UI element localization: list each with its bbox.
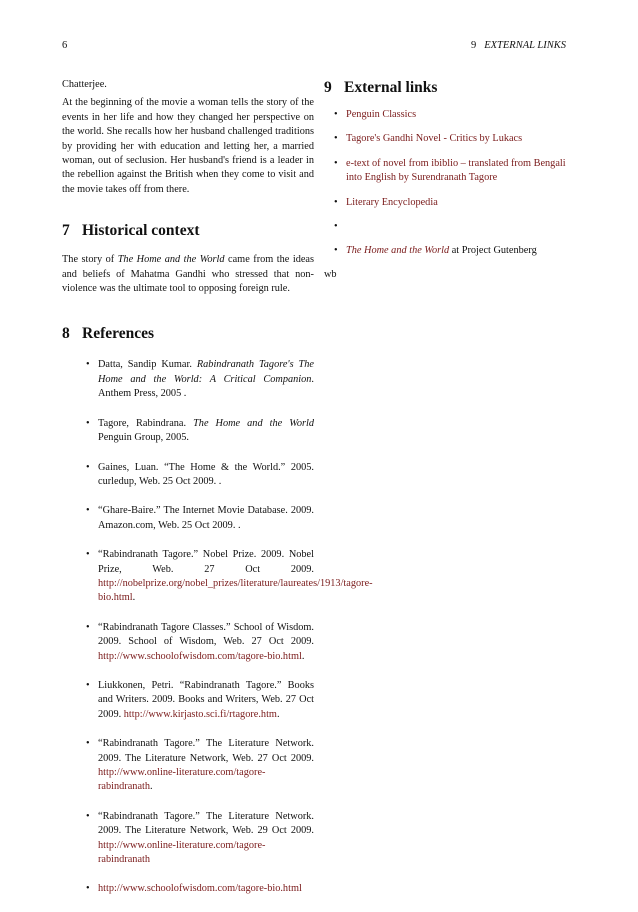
references-number: 8 xyxy=(62,325,70,343)
right-column xyxy=(324,78,572,283)
external-links-list xyxy=(324,108,572,258)
external-link[interactable]: Tagore's Gandhi Novel - Critics by Lukacs xyxy=(346,133,523,145)
external-link-item: • The Home and the World at Project Gutenberg xyxy=(324,244,572,258)
reference-link[interactable]: http://www.schoolofwisdom.com/tagore-bio.html xyxy=(98,650,302,662)
running-header xyxy=(471,40,566,51)
reference-item: • “Rabindranath Tagore.” The Literature Network. 2009. The Literature Network, Web. 29 Oct 2009. http://www.online-literature.com/tagore-rabindranath xyxy=(62,810,314,868)
external-link-item xyxy=(324,196,572,210)
external-link[interactable]: The Home and the World xyxy=(346,245,450,257)
intro-end: Chatterjee. xyxy=(62,79,107,90)
external-link-item-empty xyxy=(324,220,572,234)
external-link[interactable]: e-text of novel from ibiblio – translated from Bengali into English by Surendranath Tagore xyxy=(346,157,566,184)
historical-context-heading xyxy=(62,221,314,241)
references-title: References xyxy=(82,325,155,343)
external-links-number: 9 xyxy=(324,79,332,96)
historical-context-paragraph: The story of The Home and the World came from the ideas and beliefs of Mahatma Gandhi who stressed that non-violence was the ultimate tool to opposing foreign rule. xyxy=(62,254,315,295)
historical-context-number: 7 xyxy=(62,222,70,240)
novel-title: The Home and the World xyxy=(117,254,225,266)
references-heading xyxy=(62,324,314,344)
external-link[interactable]: Literary Encyclopedia xyxy=(346,196,438,208)
running-header-title: EXTERNAL LINKS xyxy=(484,40,566,51)
reference-item: • “Rabindranath Tagore.” The Literature Network. 2009. The Literature Network, Web. 27 Oct 2009. http://www.online-literature.com/tagore-rabindranath. xyxy=(62,737,314,795)
reference-item: • “Rabindranath Tagore Classes.” School of Wisdom. 2009. School of Wisdom, Web. 27 Oct 2009. http://www.schoolofwisdom.com/tagore-bio.html. xyxy=(62,621,314,664)
reference-item: • Datta, Sandip Kumar. Rabindranath Tagore's The Home and the World: A Critical Companion. Anthem Press, 2005 . xyxy=(62,358,314,401)
reference-item xyxy=(62,882,314,896)
external-link-item xyxy=(324,157,572,186)
external-link-item xyxy=(324,132,572,146)
intro-paragraph: At the beginning of the movie a woman tells the story of the events in her life and how they changed her perspective on the world. She recalls how her husband challenged traditions by providing her with education and letting her, a married woman, out of seclusion. Her husband's friend is a leader in the rebellion against the British when they come to visit and the movie takes off from there. xyxy=(62,97,314,195)
external-link-item xyxy=(324,108,572,122)
external-links-heading xyxy=(324,78,572,98)
reference-link[interactable]: http://www.online-literature.com/tagore-rabindranath xyxy=(98,767,266,793)
external-link[interactable]: Penguin Classics xyxy=(346,109,417,120)
reference-item: • “Ghare-Baire.” The Internet Movie Database. 2009. Amazon.com, Web. 25 Oct 2009. . xyxy=(62,504,314,533)
external-links-title: External links xyxy=(344,79,438,96)
historical-context-title: Historical context xyxy=(82,222,200,240)
reference-item: • “Rabindranath Tagore.” Nobel Prize. 2009. Nobel Prize, Web. 27 Oct 2009. http://nobelprize.org/nobel_prizes/literature/laureates/1913/tagore-bio.html. xyxy=(62,548,314,606)
reference-item: • Tagore, Rabindrana. The Home and the World Penguin Group, 2005. xyxy=(62,417,314,446)
reference-link[interactable]: http://www.kirjasto.sci.fi/rtagore.htm xyxy=(123,708,277,720)
reference-item: • Liukkonen, Petri. “Rabindranath Tagore.” Books and Writers. 2009. Books and Writers, Web. 27 Oct 2009. http://www.kirjasto.sci.fi/rtagore.htm. xyxy=(62,679,314,722)
reference-link[interactable]: http://nobelprize.org/nobel_prizes/literature/laureates/1913/tagore-bio.html xyxy=(98,577,373,604)
references-list xyxy=(62,358,373,896)
reference-link[interactable]: http://www.online-literature.com/tagore-rabindranath xyxy=(98,839,266,866)
stray-text: wb xyxy=(324,269,337,281)
reference-item: • Gaines, Luan. “The Home & the World.” 2005. curledup, Web. 25 Oct 2009. . xyxy=(62,461,314,490)
reference-link[interactable]: http://www.schoolofwisdom.com/tagore-bio.html xyxy=(98,883,302,895)
page-number: 6 xyxy=(62,40,68,51)
running-header-number: 9 xyxy=(470,40,477,51)
